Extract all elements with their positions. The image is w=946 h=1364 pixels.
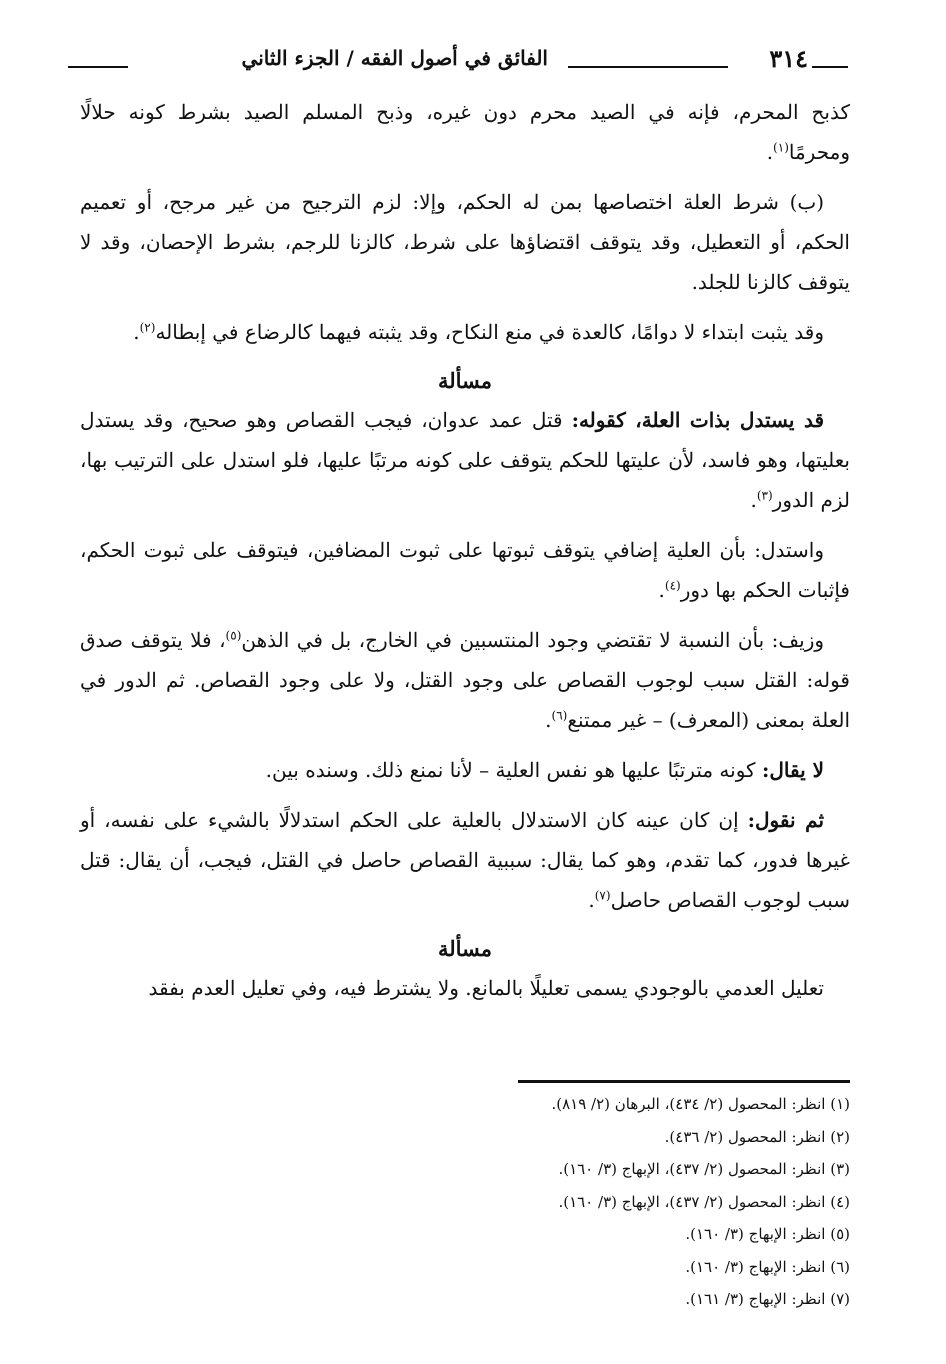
footnote-7: (٧) انظر: الإبهاج (٣/ ١٦١). bbox=[685, 1290, 850, 1308]
footnote-ref-5: (٥) bbox=[225, 628, 242, 643]
paragraph-6: وزيف: بأن النسبة لا تقتضي وجود المنتسبين في الخارج، بل في الذهن$^{(٥)}$، فلا يتوقف صدق قوله: القتل سبب لوجوب القصاص على وجود القتل، ولا على وجود القصاص. ثم الدور في العلة بمعنى (المعرف) – غير ممتنع$^{(٦)}$. bbox=[80, 628, 850, 732]
section-heading-1: مسألة bbox=[437, 368, 493, 393]
paragraph-4-text: قتل عمد عدوان، فيجب القصاص وهو صحيح، وقد يستدل بعليتها، وهو فاسد، لأن عليتها للحكم يتوقف على كونه مرتبًا عليها، فلو استدل على الترتيب بها، لزم الدور bbox=[80, 408, 850, 512]
header-rule-middle bbox=[568, 66, 728, 68]
paragraph-7-lead: لا يقال: bbox=[761, 758, 824, 782]
paragraph-2: (ب) شرط العلة اختصاصها بمن له الحكم، وإلا: لزم الترجيح من غير مرجح، أو تعميم الحكم، أو التعطيل، وقد يتوقف اقتضاؤها على شرط، كالزنا للرجم، بشرط الإحصان، وقد لا يتوقف كالزنا للجلد. bbox=[80, 190, 850, 294]
footnote-ref-3: (٣) bbox=[756, 488, 773, 503]
footnote-2: (٢) انظر: المحصول (٢/ ٤٣٦). bbox=[664, 1127, 850, 1146]
paragraph-8: ثم نقول: إن كان عينه كان الاستدلال بالعلية على الحكم استدلالًا بالشيء على نفسه، أو غيرها فدور، كما تقدم، وهو كما يقال: سببية القصاص حاصل في القتل، فيجب، أن يقال: قتل سبب لوجوب القصاص حاصل$^{(٧)}$. bbox=[80, 808, 850, 912]
paragraph-6-text-b: ، فلا يتوقف صدق قوله: القتل سبب لوجوب القصاص على وجود القتل، ولا على وجود القصاص. ثم الدور في العلة بمعنى (المعرف) – غير ممتنع bbox=[80, 628, 850, 732]
paragraph-3-text: وقد يثبت ابتداء لا دوامًا، كالعدة في منع النكاح، وقد يثبته فيهما كالرضاع في إبطاله bbox=[155, 320, 824, 344]
paragraph-7-text: كونه مترتبًا عليها هو نفس العلية – لأنا نمنع ذلك. وسنده بين. bbox=[265, 758, 756, 782]
running-title: الفائق في أصول الفقه / الجزء الثاني bbox=[241, 46, 548, 70]
footnote-6: (٦) انظر: الإبهاج (٣/ ١٦٠). bbox=[685, 1257, 850, 1276]
page-number: ٣١٤ bbox=[769, 44, 808, 73]
paragraph-8-lead: ثم نقول: bbox=[747, 808, 825, 832]
section-heading-2: مسألة bbox=[437, 936, 493, 961]
paragraph-4-lead: قد يستدل بذات العلة، كقوله: bbox=[571, 408, 824, 432]
footnote-5: (٥) انظر: الإبهاج (٣/ ١٦٠). bbox=[685, 1225, 850, 1243]
main-text bbox=[80, 92, 850, 1018]
paragraph-7 bbox=[80, 750, 850, 790]
footnote-ref-1: (١) bbox=[773, 140, 789, 155]
footnote-1: (١) انظر: المحصول (٢/ ٤٣٤)، البرهان (٢/ ٨١٩). bbox=[551, 1095, 850, 1113]
paragraph-1: كذبح المحرم، فإنه في الصيد محرم دون غيره، وذبح المسلم الصيد بشرط كونه حلالًا ومحرمًا$^{(١)}$. bbox=[80, 100, 850, 164]
paragraph-6-text-a: وزيف: بأن النسبة لا تقتضي وجود المنتسبين في الخارج، بل في الذهن bbox=[241, 628, 825, 652]
running-header bbox=[68, 44, 848, 84]
paragraph-9: تعليل العدمي بالوجودي يسمى تعليلًا بالمانع. ولا يشترط فيه، وفي تعليل العدم بفقد bbox=[148, 976, 824, 1000]
footnote-ref-7: (٧) bbox=[594, 888, 611, 903]
footnote-ref-4: (٤) bbox=[664, 578, 681, 593]
paragraph-5-text: واستدل: بأن العلية إضافي يتوقف ثبوتها على ثبوت المضافين، فيتوقف على ثبوت الحكم، فإثبات الحكم بها دور bbox=[80, 538, 850, 602]
header-rule-left bbox=[68, 66, 128, 68]
footnote-3: (٣) انظر: المحصول (٢/ ٤٣٧)، الإبهاج (٣/ ١٦٠). bbox=[558, 1160, 850, 1178]
footnote-separator bbox=[518, 1080, 850, 1083]
paragraph-5: واستدل: بأن العلية إضافي يتوقف ثبوتها على ثبوت المضافين، فيتوقف على ثبوت الحكم، فإثبات الحكم بها دور$^{(٤)}$. bbox=[80, 538, 850, 602]
footnotes bbox=[80, 1088, 850, 1316]
paragraph-3: وقد يثبت ابتداء لا دوامًا، كالعدة في منع النكاح، وقد يثبته فيهما كالرضاع في إبطاله$^{(٢)}$. bbox=[133, 320, 824, 344]
footnote-ref-2: (٢) bbox=[139, 320, 156, 335]
footnote-4: (٤) انظر: المحصول (٢/ ٤٣٧)، الإبهاج (٣/ ١٦٠). bbox=[558, 1192, 850, 1211]
paragraph-8-text: إن كان عينه كان الاستدلال بالعلية على الحكم استدلالًا بالشيء على نفسه، أو غيرها فدور، كما تقدم، وهو كما يقال: سببية القصاص حاصل في القتل، فيجب، أن يقال: قتل سبب لوجوب القصاص حاصل bbox=[80, 808, 850, 912]
paragraph-4: قد يستدل بذات العلة، كقوله: قتل عمد عدوان، فيجب القصاص وهو صحيح، وقد يستدل بعليتها، وهو فاسد، لأن عليتها للحكم يتوقف على كونه مرتبًا عليها، فلو استدل على الترتيب بها، لزم الدور$^{(٣)}$. bbox=[80, 408, 850, 512]
header-rule-right bbox=[812, 66, 848, 68]
paragraph-1-text: كذبح المحرم، فإنه في الصيد محرم دون غيره، وذبح المسلم الصيد بشرط كونه حلالًا ومحرمًا bbox=[80, 100, 850, 164]
footnote-ref-6: (٦) bbox=[551, 708, 568, 723]
